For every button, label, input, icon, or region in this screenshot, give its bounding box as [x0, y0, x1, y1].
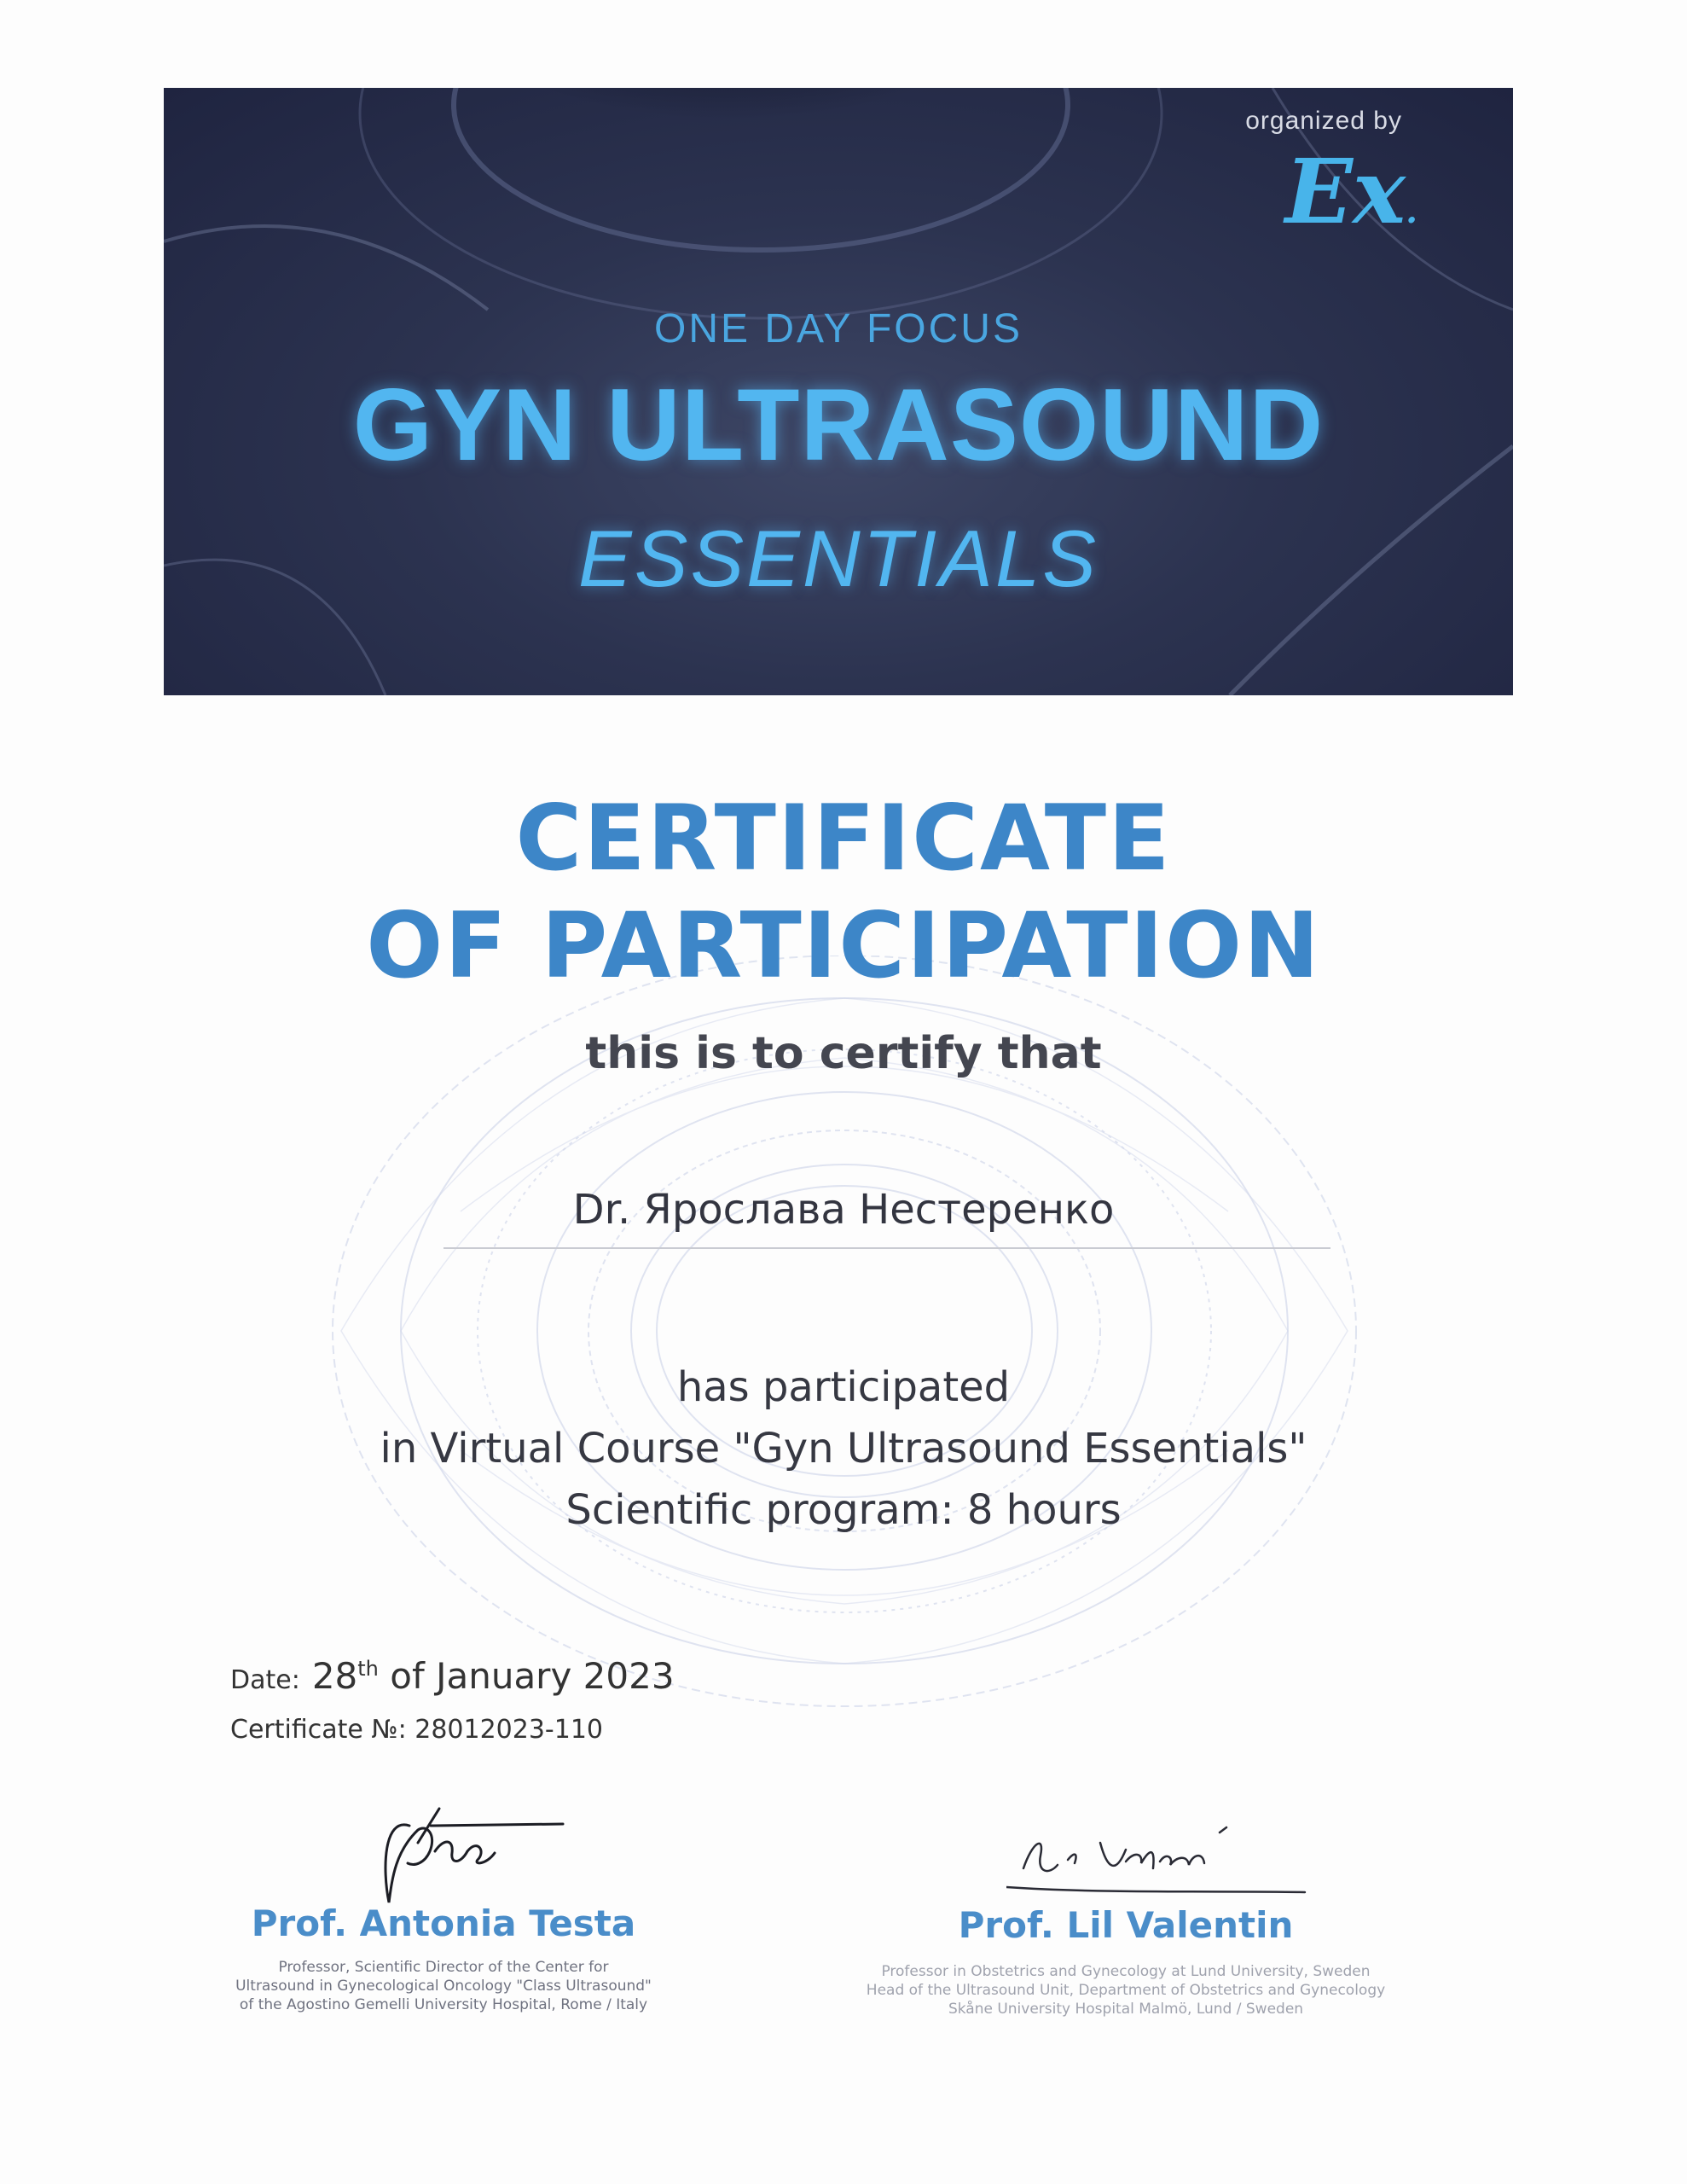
- certificate-number: 28012023-110: [415, 1715, 604, 1745]
- signatory-1-role: [145, 1958, 742, 2014]
- organizer-label: organized by: [1245, 107, 1402, 135]
- banner-subtitle: ONE DAY FOCUS: [654, 306, 1023, 351]
- banner-title: GYN ULTRASOUND: [352, 368, 1325, 482]
- signatory-2-name: Prof. Lil Valentin: [958, 1904, 1294, 1946]
- banner-title-line2: ESSENTIALS: [578, 514, 1099, 603]
- participation-text: [0, 1356, 1687, 1541]
- ex-logo-text: Ex: [1284, 139, 1406, 244]
- signatory-1-role-line1: Professor, Scientific Director of the Center for: [278, 1959, 609, 1976]
- name-underline: [443, 1247, 1330, 1249]
- ex-logo: Ex.: [1284, 139, 1417, 244]
- participation-line2: in Virtual Course "Gyn Ultrasound Essentials": [380, 1425, 1307, 1472]
- date-day: 28: [311, 1655, 358, 1697]
- certificate-title: [0, 785, 1687, 1000]
- signatory-2-role-line3: Skåne University Hospital Malmö, Lund / Sweden: [948, 2001, 1304, 2018]
- certificate-title-line2: OF PARTICIPATION: [366, 893, 1321, 998]
- signatory-2-role-line2: Head of the Ultrasound Unit, Department of Obstetrics and Gynecology: [866, 1982, 1386, 1999]
- participation-line1: has participated: [676, 1363, 1011, 1411]
- signature-valentin: [1006, 1809, 1313, 1902]
- certificate-number-label: Certificate №:: [230, 1715, 407, 1745]
- signatory-2-role-line1: Professor in Obstetrics and Gynecology at Lund University, Sweden: [881, 1963, 1371, 1980]
- signature-testa: [358, 1792, 580, 1920]
- header-banner: [164, 88, 1513, 695]
- date-rest: of January 2023: [390, 1655, 675, 1697]
- signatory-1-role-line3: of the Agostino Gemelli University Hospital, Rome / Italy: [239, 1996, 648, 2013]
- certificate-title-line1: CERTIFICATE: [515, 786, 1172, 891]
- date-label: Date:: [230, 1665, 300, 1695]
- certificate-number-row: [230, 1715, 603, 1745]
- date-row: [230, 1655, 675, 1697]
- signatory-1-name: Prof. Antonia Testa: [251, 1902, 636, 1944]
- signatory-2-role: [827, 1962, 1424, 2018]
- certify-intro: this is to certify that: [585, 1028, 1102, 1079]
- signatory-1-role-line2: Ultrasound in Gynecological Oncology "Class Ultrasound": [235, 1978, 652, 1995]
- participation-line3: Scientific program: 8 hours: [565, 1486, 1122, 1534]
- participant-name: Dr. Ярослава Нестеренко: [572, 1186, 1115, 1234]
- date-suffix: th: [357, 1657, 379, 1681]
